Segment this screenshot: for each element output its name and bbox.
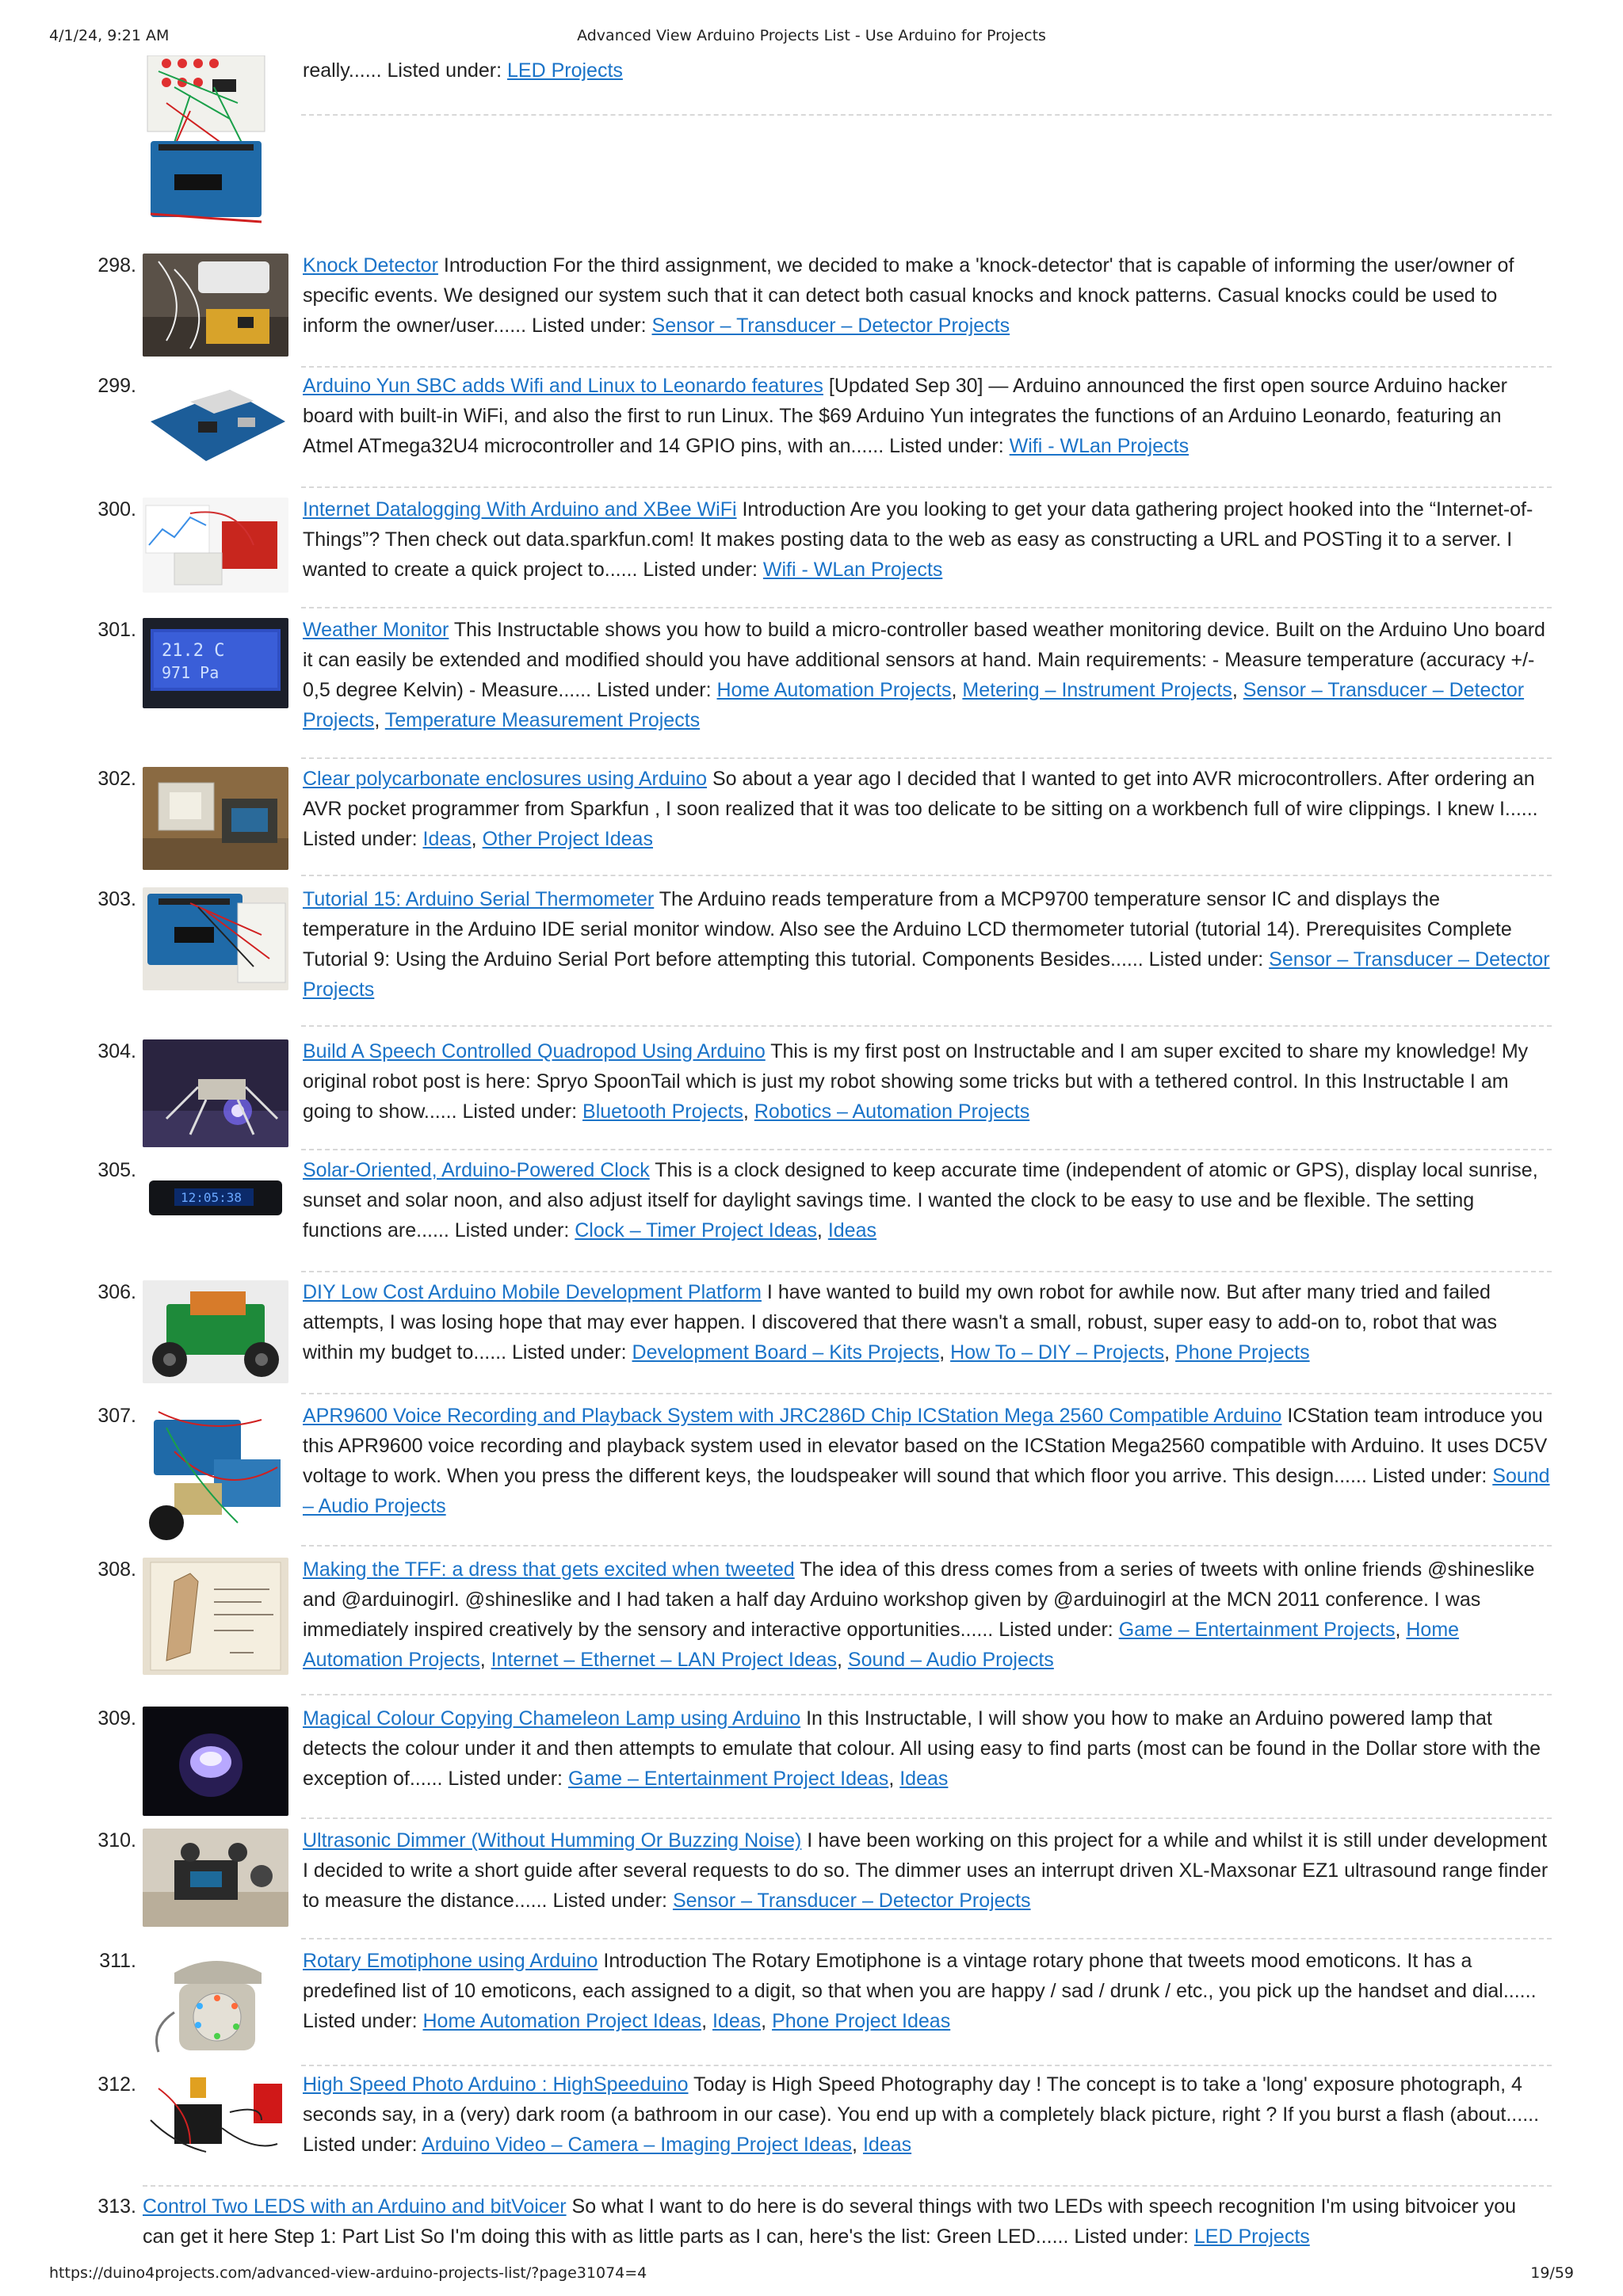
weather-monitor-thumbnail[interactable] [143,618,288,708]
knock-detector-thumbnail[interactable] [143,254,288,357]
category-link[interactable]: Wifi - WLan Projects [1009,435,1190,457]
project-description: Weather Monitor This Instructable shows you how to build a micro-controller based weather monitoring device. Built on the Arduino Uno board it can easily be extended and modified should you have additional sensors at hand. Main requirements: - Measure temperature (accuracy +/- 0,5 degree Kelvin) - Measure...... Listed under: Home Automation Projects, Metering – Instrument Projects, Sensor – Transducer – Detector Projects, Temperature Measurement Projects [303,619,1545,731]
project-description: Ultrasonic Dimmer (Without Humming Or Buzzing Noise) I have been working on this project for a while and whilst it is still under development I decided to write a short guide after several requests to do so. The dimmer uses an interrupt driven XL-Maxsonar EZ1 ultrasound range finder to measure the distance...... Listed under: Sensor – Transducer – Detector Projects [303,1829,1549,1912]
category-link[interactable]: Development Board – Kits Projects [632,1341,940,1363]
category-link[interactable]: Sound – Audio Projects [303,1465,1550,1517]
project-number: 310. [97,1829,136,1852]
project-number: 313. [97,2195,136,2218]
divider [301,1025,1552,1027]
project-title-link[interactable]: Magical Colour Copying Chameleon Lamp using Arduino [303,1707,801,1730]
project-title-link[interactable]: Weather Monitor [303,619,449,641]
project-title-link[interactable]: Clear polycarbonate enclosures using Arduino [303,768,708,790]
category-link[interactable]: Phone Projects [1175,1341,1310,1363]
project-title-link[interactable]: Knock Detector [303,254,438,277]
category-link[interactable]: Home Automation Projects [716,679,952,701]
category-link[interactable]: Bluetooth Projects [582,1100,743,1123]
project-number: 299. [97,375,136,397]
divider [301,1149,1552,1150]
category-link[interactable]: Metering – Instrument Projects [962,679,1232,701]
project-description: Magical Colour Copying Chameleon Lamp using Arduino In this Instructable, I will show you how to make an Arduino powered lamp that detects the colour under it and then attempts to emulate that colour. All using easy to find parts (most can be found in the Dollar store with the exception of...... Listed under: Game – Entertainment Project Ideas, Ideas [303,1707,1541,1790]
project-number: 307. [97,1405,136,1427]
category-link[interactable]: Phone Project Ideas [772,2010,951,2032]
rotary-phone-thumbnail[interactable] [143,1949,288,2060]
category-link[interactable]: Ideas [827,1219,876,1241]
divider [301,1271,1552,1272]
project-number: 301. [97,619,136,641]
project-description: Knock Detector Introduction For the third assignment, we decided to make a 'knock-detector' that is capable of informing the user/owner of specific events. We designed our system such that it can detect both casual knocks and knock patterns. Casual knocks could be used to inform the owner/user...... Listed under: Sensor – Transducer – Detector Projects [303,254,1514,337]
divider [301,1393,1552,1394]
project-title-link[interactable]: Making the TFF: a dress that gets excited when tweeted [303,1558,795,1581]
project-title-link[interactable]: DIY Low Cost Arduino Mobile Development Platform [303,1281,762,1303]
project-description: Build A Speech Controlled Quadropod Using Arduino This is my first post on Instructable and I am super excited to share my knowledge! My original robot post is here: Spryo SpoonTail which is just my robot showing some tricks but with a tethered control. In this Instructable I am going to show...... Listed under: Bluetooth Projects, Robotics – Automation Projects [303,1040,1529,1123]
svg-text:971 Pa: 971 Pa [162,663,220,682]
category-link[interactable]: Game – Entertainment Project Ideas [567,1768,889,1790]
category-link[interactable]: Sensor – Transducer – Detector Projects [651,315,1010,337]
polycarbonate-enclosure-thumbnail[interactable] [143,767,288,870]
project-description: Solar-Oriented, Arduino-Powered Clock This is a clock designed to keep accurate time (independent of atomic or GPS), display local sunrise, sunset and solar noon, and also adjust itself for daylight savings time. I wanted the clock to be easy to use and be flexible. The setting functions are...... Listed under: Clock – Timer Project Ideas, Ideas [303,1159,1538,1241]
svg-text:21.2 C: 21.2 C [162,641,225,661]
category-link[interactable]: Ideas [422,828,472,850]
category-link[interactable]: Sound – Audio Projects [847,1649,1054,1671]
tff-dress-sketch-thumbnail[interactable] [143,1558,288,1675]
mobile-platform-thumbnail[interactable] [143,1280,288,1383]
project-number: 302. [97,768,136,790]
project-description: really...... Listed under: LED Projects [303,59,623,82]
divider [301,1694,1552,1695]
project-title-link[interactable]: Internet Datalogging With Arduino and XBee WiFi [303,498,737,521]
svg-text:12:05:38: 12:05:38 [181,1190,242,1205]
print-footer [49,2264,1574,2288]
led-breadboard-thumbnail[interactable] [143,55,269,230]
divider [301,1817,1552,1819]
category-link[interactable]: Home Automation Projects [303,1619,1460,1671]
divider [301,2065,1552,2066]
project-number: 311. [99,1950,136,1972]
divider [301,607,1552,608]
category-link-led-projects[interactable]: LED Projects [507,59,623,82]
project-title-link[interactable]: High Speed Photo Arduino : HighSpeeduino [303,2073,689,2096]
project-description: APR9600 Voice Recording and Playback System with JRC286D Chip ICStation Mega 2560 Compatible Arduino ICStation team introduce you this APR9600 voice recording and playback system used in elevator based on the ICStation Mega2560 compatible with Arduino. It uses DC5V voltage to work. When you press the different keys, the loudspeaker will sound that which floor you arrive. This design...... Listed under: Sound – Audio Projects [303,1405,1550,1517]
project-number: 304. [97,1040,136,1062]
category-link[interactable]: Internet – Ethernet – LAN Project Ideas [491,1649,837,1671]
category-link[interactable]: Temperature Measurement Projects [384,709,701,731]
project-title-link[interactable]: Tutorial 15: Arduino Serial Thermometer [303,888,655,910]
project-description: DIY Low Cost Arduino Mobile Development Platform I have wanted to build my own robot for awhile now. But after many tried and failed attempts, I was losing hope that may ever happen. I discovered that there wasn't a small, robust, super easy to add-on to, robot that was within my budget to...... Listed under: Development Board – Kits Projects, How To – DIY – Projects, Phone Projects [303,1281,1497,1363]
category-link[interactable]: Clock – Timer Project Ideas [575,1219,817,1241]
category-link[interactable]: Other Project Ideas [482,828,653,850]
category-link[interactable]: Wifi - WLan Projects [762,559,943,581]
chameleon-lamp-thumbnail[interactable] [143,1707,288,1816]
category-link[interactable]: Ideas [899,1768,949,1790]
category-link[interactable]: LED Projects [1193,2225,1310,2248]
project-title-link[interactable]: Build A Speech Controlled Quadropod Using Arduino [303,1040,766,1062]
divider [301,1545,1552,1547]
divider [301,1938,1552,1939]
category-link[interactable]: Ideas [712,2010,762,2032]
project-description: Internet Datalogging With Arduino and XBee WiFi Introduction Are you looking to get your data gathering project hooked into the “Internet-of-Things”? Then check out data.sparkfun.com! It makes posting data to the web as easy as constructing a URL and POSTing it to a server. I wanted to create a quick project to...... Listed under: Wifi - WLan Projects [303,498,1533,581]
divider [301,366,1552,368]
project-description: Rotary Emotiphone using Arduino Introduction The Rotary Emotiphone is a vintage rotary phone that tweets mood emoticons. It has a predefined list of 10 emoticons, each assigned to a digit, so that when you are happy / sad / drunk / etc., you pick up the handset and dial...... Listed under: Home Automation Project Ideas, Ideas, Phone Project Ideas [303,1950,1537,2032]
project-description: Tutorial 15: Arduino Serial Thermometer The Arduino reads temperature from a MCP9700 temperature sensor IC and displays the temperature in the Arduino IDE serial monitor window. Also see the Arduino LCD thermometer tutorial (tutorial 14). Prerequisites Complete Tutorial 9: Using the Arduino Serial Port before attempting this tutorial. Components Besides...... Listed under: Sensor – Transducer – Detector Projects [303,888,1550,1001]
speech-quadropod-thumbnail[interactable] [143,1039,288,1147]
category-link[interactable]: Arduino Video – Camera – Imaging Project Ideas [422,2134,853,2156]
project-title-link[interactable]: Ultrasonic Dimmer (Without Humming Or Buzzing Noise) [303,1829,802,1852]
category-link[interactable]: Sensor – Transducer – Detector Projects [303,679,1525,731]
category-link[interactable]: How To – DIY – Projects [950,1341,1165,1363]
project-description: Control Two LEDS with an Arduino and bitVoicer So what I want to do here is do several things with two LEDs with speech recognition I'm using bitvoicer you can get it here Step 1: Part List So I'm doing this with as little parts as I can, here's the list: Green LED...... Listed under: LED Projects [143,2195,1517,2248]
print-title: Advanced View Arduino Projects List - Use Arduino for Projects [577,27,1046,44]
divider [301,486,1552,488]
apr9600-voice-thumbnail[interactable] [143,1404,288,1545]
project-number: 298. [97,254,136,277]
project-title-link[interactable]: Rotary Emotiphone using Arduino [303,1950,598,1972]
divider [301,114,1552,116]
project-number: 308. [97,1558,136,1581]
project-description: Clear polycarbonate enclosures using Arduino So about a year ago I decided that I wanted to get into AVR microcontrollers. After ordering an AVR pocket programmer from Sparkfun , I soon realized that it was too delicate to be sitting on a workbench full of wire clippings. I knew I...... Listed under: Ideas, Other Project Ideas [303,768,1538,850]
project-title-link[interactable]: APR9600 Voice Recording and Playback System with JRC286D Chip ICStation Mega 2560 Compatible Arduino [303,1405,1282,1427]
project-title-link[interactable]: Solar-Oriented, Arduino-Powered Clock [303,1159,650,1181]
category-link[interactable]: Home Automation Project Ideas [422,2010,702,2032]
category-link[interactable]: Sensor – Transducer – Detector Projects [672,1890,1031,1912]
project-number: 305. [97,1159,136,1181]
arduino-yun-thumbnail[interactable] [143,374,288,477]
project-description: Arduino Yun SBC adds Wifi and Linux to Leonardo features [Updated Sep 30] — Arduino announced the first open source Arduino hacker board with built-in WiFi, and also the first to run Linux. The $69 Arduino Yun integrates the functions of an Arduino Leonardo, featuring an Atmel ATmega32U4 microcontroller and 14 GPIO pins, with an...... Listed under: Wifi - WLan Projects [303,375,1507,457]
page-number: 19/59 [1530,2264,1574,2282]
project-title-link[interactable]: Arduino Yun SBC adds Wifi and Linux to Leonardo features [303,375,823,397]
solar-clock-thumbnail[interactable] [143,1158,288,1238]
project-description: Making the TFF: a dress that gets excited when tweeted The idea of this dress comes from a series of tweets with online friends @shineslike and @arduinogirl. @shineslike and I had taken a half day Arduino workshop given by @arduinogirl at the MCN 2011 conference. I was immediately inspired creatively by the sensory and interactive opportunities...... Listed under: Game – Entertainment Projects, Home Automation Projects, Internet – Ethernet – LAN Project Ideas, Sound – Audio Projects [303,1558,1535,1671]
category-link[interactable]: Ideas [862,2134,912,2156]
project-title-link[interactable]: Control Two LEDS with an Arduino and bitVoicer [143,2195,567,2218]
print-header [49,27,1574,51]
project-number: 300. [97,498,136,521]
project-description: High Speed Photo Arduino : HighSpeeduino Today is High Speed Photography day ! The concept is to take a 'long' exposure photograph, 4 seconds say, in a (very) dark room (a bathroom in our case). You end up with a completely black picture, right ? If you burst a flash (about...... Listed under: Arduino Video – Camera – Imaging Project Ideas, Ideas [303,2073,1540,2156]
category-link[interactable]: Sensor – Transducer – Detector Projects [303,948,1550,1001]
divider [143,2185,1552,2187]
serial-thermometer-thumbnail[interactable] [143,887,288,990]
print-date: 4/1/24, 9:21 AM [49,27,170,44]
category-link[interactable]: Robotics – Automation Projects [754,1100,1030,1123]
ultrasonic-dimmer-thumbnail[interactable] [143,1829,288,1927]
category-link[interactable]: Game – Entertainment Projects [1118,1619,1396,1641]
highspeeduino-thumbnail[interactable] [143,2073,288,2176]
project-number: 303. [97,888,136,910]
xbee-datalogging-thumbnail[interactable] [143,498,288,593]
divider [301,875,1552,876]
project-number: 312. [97,2073,136,2096]
divider [301,757,1552,759]
project-number: 309. [97,1707,136,1730]
print-url: https://duino4projects.com/advanced-view-arduino-projects-list/?page31074=4 [49,2264,647,2282]
project-number: 306. [97,1281,136,1303]
